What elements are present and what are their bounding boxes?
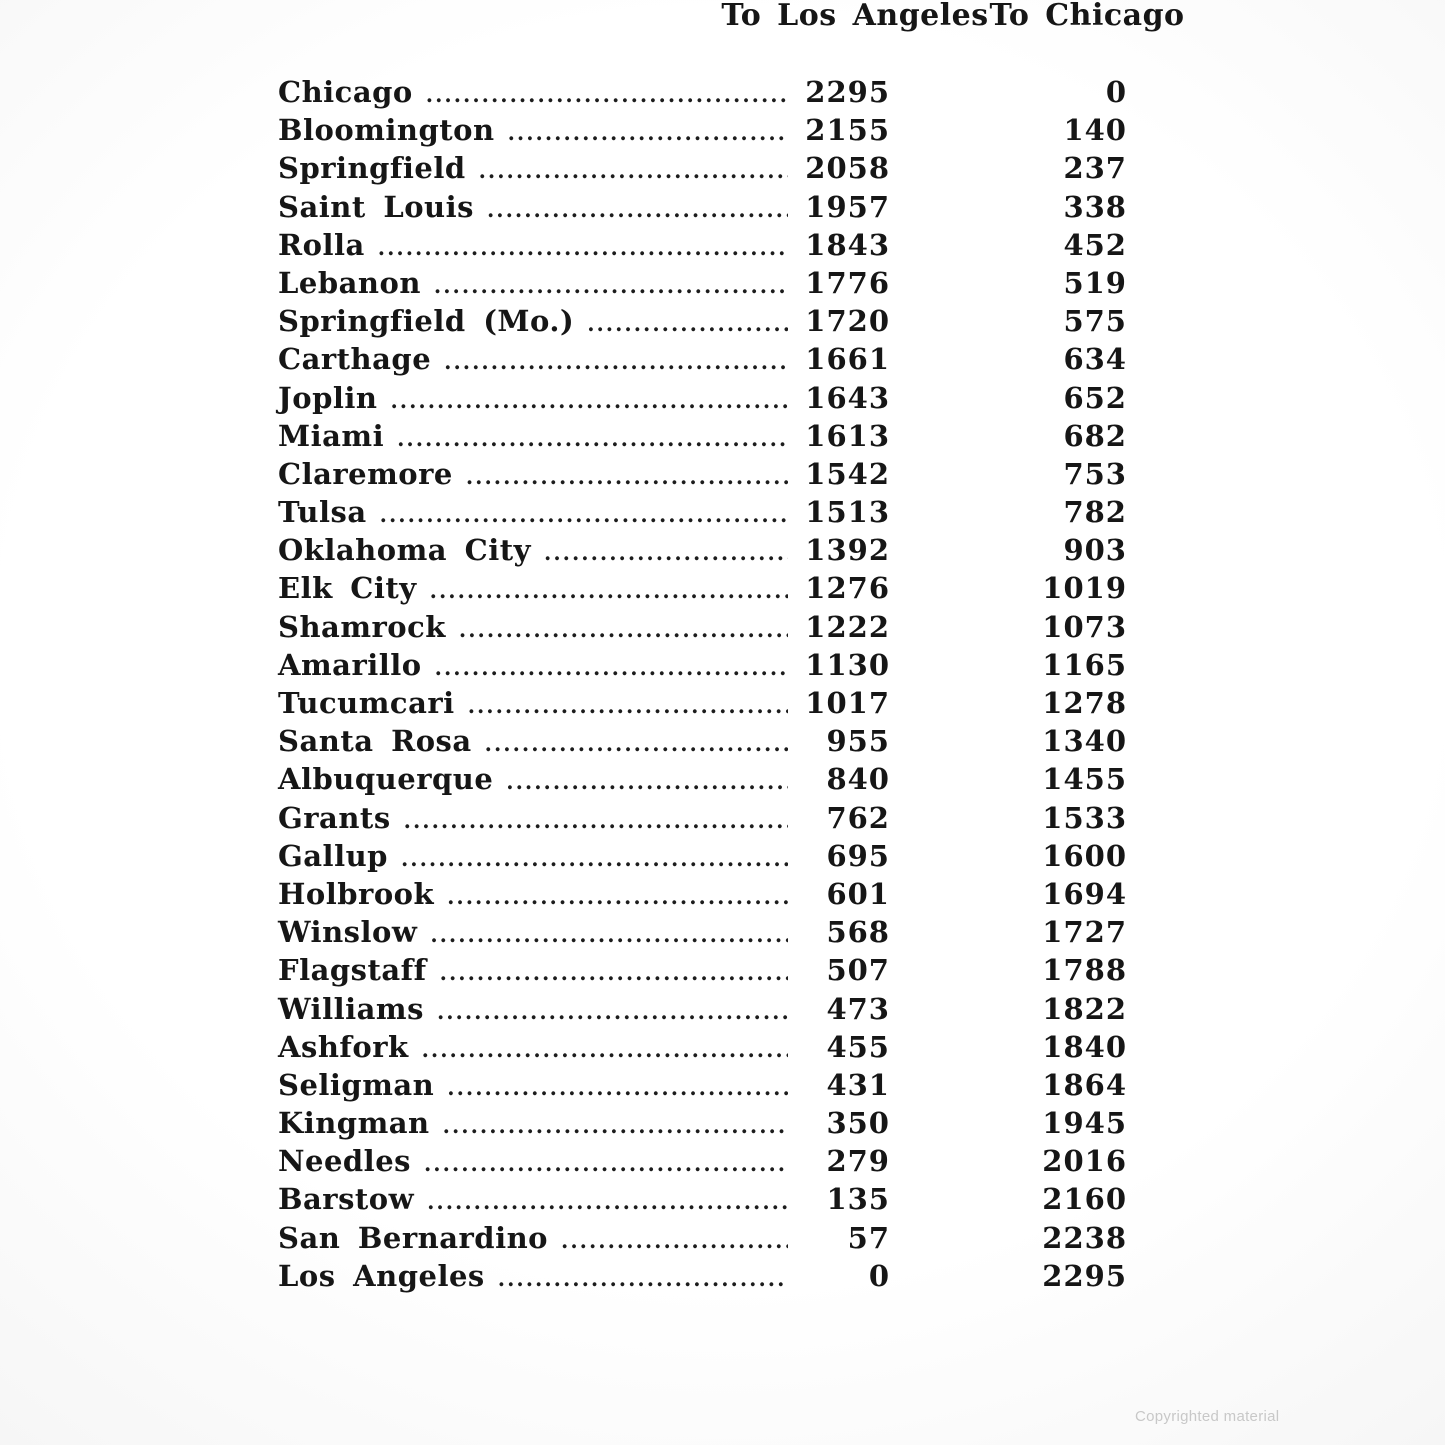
city-name: Claremore: [278, 456, 453, 491]
column-header-to-chicago: To Chicago: [989, 0, 1185, 33]
table-row: [278, 1257, 1127, 1295]
distance-to-chicago: 1727: [1042, 915, 1127, 950]
distance-to-chicago: 2238: [1042, 1220, 1127, 1255]
distance-to-chicago: 0: [1105, 75, 1127, 109]
table-row: [278, 493, 1127, 531]
table-row: [278, 913, 1127, 951]
dot-leader: [404, 802, 788, 840]
distance-to-los-angeles: 568: [826, 915, 890, 950]
distance-to-los-angeles: 431: [826, 1067, 890, 1102]
distance-to-los-angeles: 57: [847, 1220, 890, 1255]
distance-to-chicago: 1455: [1042, 762, 1127, 797]
mileage-table: [278, 73, 1127, 1295]
dot-leader: [430, 916, 788, 954]
distance-to-los-angeles: 1392: [805, 533, 890, 568]
table-row: [278, 1028, 1127, 1066]
city-name: Elk City: [278, 571, 417, 606]
column-header-to-los-angeles: To Los Angeles: [721, 0, 989, 33]
dot-leader: [440, 954, 788, 992]
distance-to-los-angeles: 0: [868, 1258, 890, 1293]
city-name: Gallup: [278, 838, 388, 873]
distance-to-chicago: 903: [1063, 533, 1127, 568]
city-name: Los Angeles: [278, 1258, 485, 1293]
table-row: [278, 837, 1127, 875]
distance-to-chicago: 1600: [1042, 838, 1127, 873]
distance-to-chicago: 575: [1063, 304, 1127, 339]
dot-leader: [508, 114, 788, 152]
distance-to-los-angeles: 1222: [805, 609, 890, 644]
distance-to-los-angeles: 507: [826, 953, 890, 988]
distance-to-los-angeles: 1776: [805, 265, 890, 300]
distance-to-chicago: 1864: [1042, 1067, 1127, 1102]
distance-to-los-angeles: 2155: [805, 113, 890, 148]
city-name: Grants: [278, 800, 391, 835]
table-row: [278, 264, 1127, 302]
distance-to-los-angeles: 455: [826, 1029, 890, 1064]
dot-leader: [378, 229, 788, 267]
city-name: Williams: [278, 991, 424, 1026]
dot-leader: [390, 382, 788, 420]
table-row: [278, 73, 1127, 111]
dot-leader: [506, 763, 788, 801]
distance-to-los-angeles: 1613: [805, 418, 890, 453]
table-row: [278, 1104, 1127, 1142]
dot-leader: [447, 1069, 788, 1107]
dot-leader: [424, 1145, 788, 1183]
dot-leader: [466, 458, 788, 496]
city-name: Chicago: [278, 75, 413, 109]
city-name: Springfield: [278, 151, 466, 186]
table-row: [278, 990, 1127, 1028]
distance-to-los-angeles: 1513: [805, 495, 890, 530]
distance-to-los-angeles: 1130: [805, 647, 890, 682]
table-row: [278, 760, 1127, 798]
table-row: [278, 1219, 1127, 1257]
table-row: [278, 608, 1127, 646]
city-name: Flagstaff: [278, 953, 427, 988]
table-row: [278, 379, 1127, 417]
distance-to-chicago: 1073: [1042, 609, 1127, 644]
city-name: Barstow: [278, 1182, 415, 1217]
distance-to-chicago: 2295: [1042, 1258, 1127, 1293]
distance-to-chicago: 1945: [1042, 1106, 1127, 1141]
distance-to-los-angeles: 350: [826, 1106, 890, 1141]
distance-to-chicago: 782: [1063, 495, 1127, 530]
city-name: Rolla: [278, 227, 365, 262]
dot-leader: [459, 611, 788, 649]
city-name: Kingman: [278, 1106, 430, 1141]
dot-leader: [444, 343, 788, 381]
distance-to-los-angeles: 1017: [805, 686, 890, 720]
distance-to-chicago: 1165: [1042, 647, 1127, 682]
distance-to-chicago: 1788: [1042, 953, 1127, 988]
table-row: [278, 111, 1127, 149]
distance-to-los-angeles: 1957: [805, 189, 890, 224]
distance-to-los-angeles: 1720: [805, 304, 890, 339]
distance-to-chicago: 519: [1063, 265, 1127, 300]
table-row: [278, 149, 1127, 187]
city-name: Miami: [278, 418, 385, 453]
distance-to-los-angeles: 1661: [805, 342, 890, 377]
dot-leader: [397, 420, 788, 458]
table-row: [278, 1066, 1127, 1104]
dot-leader: [434, 267, 788, 305]
dot-leader: [426, 76, 788, 114]
distance-to-chicago: 2160: [1042, 1182, 1127, 1217]
city-name: Ashfork: [278, 1029, 409, 1064]
distance-to-chicago: 1694: [1042, 876, 1127, 911]
city-name: Shamrock: [278, 609, 446, 644]
distance-to-los-angeles: 601: [826, 876, 890, 911]
distance-to-los-angeles: 473: [826, 991, 890, 1026]
dot-leader: [487, 191, 788, 229]
distance-to-los-angeles: 279: [826, 1144, 890, 1179]
dot-leader: [479, 152, 788, 190]
dot-leader: [447, 878, 788, 916]
distance-to-los-angeles: 1276: [805, 571, 890, 606]
table-row: [278, 799, 1127, 837]
city-name: Albuquerque: [278, 762, 494, 797]
table-row: [278, 1142, 1127, 1180]
city-name: Holbrook: [278, 876, 435, 911]
city-name: Seligman: [278, 1067, 435, 1102]
city-name: Tucumcari: [278, 686, 455, 720]
dot-leader: [498, 1260, 788, 1298]
table-row: [278, 188, 1127, 226]
dot-leader: [437, 993, 788, 1031]
dot-leader: [380, 496, 788, 534]
table-row: [278, 340, 1127, 378]
dot-leader: [422, 1031, 788, 1069]
city-name: Springfield (Mo.): [278, 304, 575, 339]
dot-leader: [427, 1183, 788, 1221]
copyright-watermark: Copyrighted material: [1135, 1408, 1280, 1425]
distance-to-chicago: 338: [1063, 189, 1127, 224]
distance-to-los-angeles: 1643: [805, 380, 890, 415]
dot-leader: [435, 649, 788, 687]
city-name: Winslow: [278, 915, 418, 950]
distance-to-los-angeles: 2295: [805, 75, 890, 109]
city-name: Bloomington: [278, 113, 495, 148]
distance-to-los-angeles: 955: [826, 724, 890, 759]
city-name: Santa Rosa: [278, 724, 472, 759]
distance-to-chicago: 452: [1063, 227, 1127, 262]
distance-to-chicago: 140: [1063, 113, 1127, 148]
distance-to-los-angeles: 1843: [805, 227, 890, 262]
distance-to-chicago: 634: [1063, 342, 1127, 377]
table-row: [278, 646, 1127, 684]
table-row: [278, 1180, 1127, 1218]
distance-to-chicago: 1840: [1042, 1029, 1127, 1064]
city-name: Carthage: [278, 342, 432, 377]
city-name: Needles: [278, 1144, 411, 1179]
distance-to-chicago: 1340: [1042, 724, 1127, 759]
table-row: [278, 417, 1127, 455]
table-row: [278, 531, 1127, 569]
table-row: [278, 455, 1127, 493]
distance-to-los-angeles: 840: [826, 762, 890, 797]
city-name: Oklahoma City: [278, 533, 532, 568]
table-row: [278, 569, 1127, 607]
dot-leader: [443, 1107, 788, 1145]
city-name: Saint Louis: [278, 189, 474, 224]
distance-to-chicago: 1278: [1042, 686, 1127, 720]
table-row: [278, 302, 1127, 340]
city-name: San Bernardino: [278, 1220, 549, 1255]
dot-leader: [401, 840, 788, 878]
distance-to-chicago: 2016: [1042, 1144, 1127, 1179]
dot-leader: [468, 687, 788, 725]
distance-to-los-angeles: 135: [826, 1182, 890, 1217]
dot-leader: [544, 534, 788, 572]
city-name: Amarillo: [278, 647, 422, 682]
table-row: [278, 951, 1127, 989]
table-row: [278, 875, 1127, 913]
dot-leader: [485, 725, 788, 763]
distance-to-los-angeles: 762: [826, 800, 890, 835]
distance-to-chicago: 682: [1063, 418, 1127, 453]
distance-to-chicago: 1019: [1042, 571, 1127, 606]
distance-to-los-angeles: 2058: [805, 151, 890, 186]
distance-to-los-angeles: 1542: [805, 456, 890, 491]
table-row: [278, 684, 1127, 722]
table-row: [278, 722, 1127, 760]
table-row: [278, 226, 1127, 264]
dot-leader: [561, 1222, 788, 1260]
city-name: Lebanon: [278, 265, 421, 300]
distance-to-chicago: 1822: [1042, 991, 1127, 1026]
city-name: Tulsa: [278, 495, 367, 530]
dot-leader: [430, 572, 788, 610]
city-name: Joplin: [278, 380, 378, 415]
distance-to-chicago: 652: [1063, 380, 1127, 415]
distance-to-chicago: 1533: [1042, 800, 1127, 835]
dot-leader: [587, 305, 788, 343]
distance-to-los-angeles: 695: [826, 838, 890, 873]
distance-to-chicago: 237: [1063, 151, 1127, 186]
distance-to-chicago: 753: [1063, 456, 1127, 491]
